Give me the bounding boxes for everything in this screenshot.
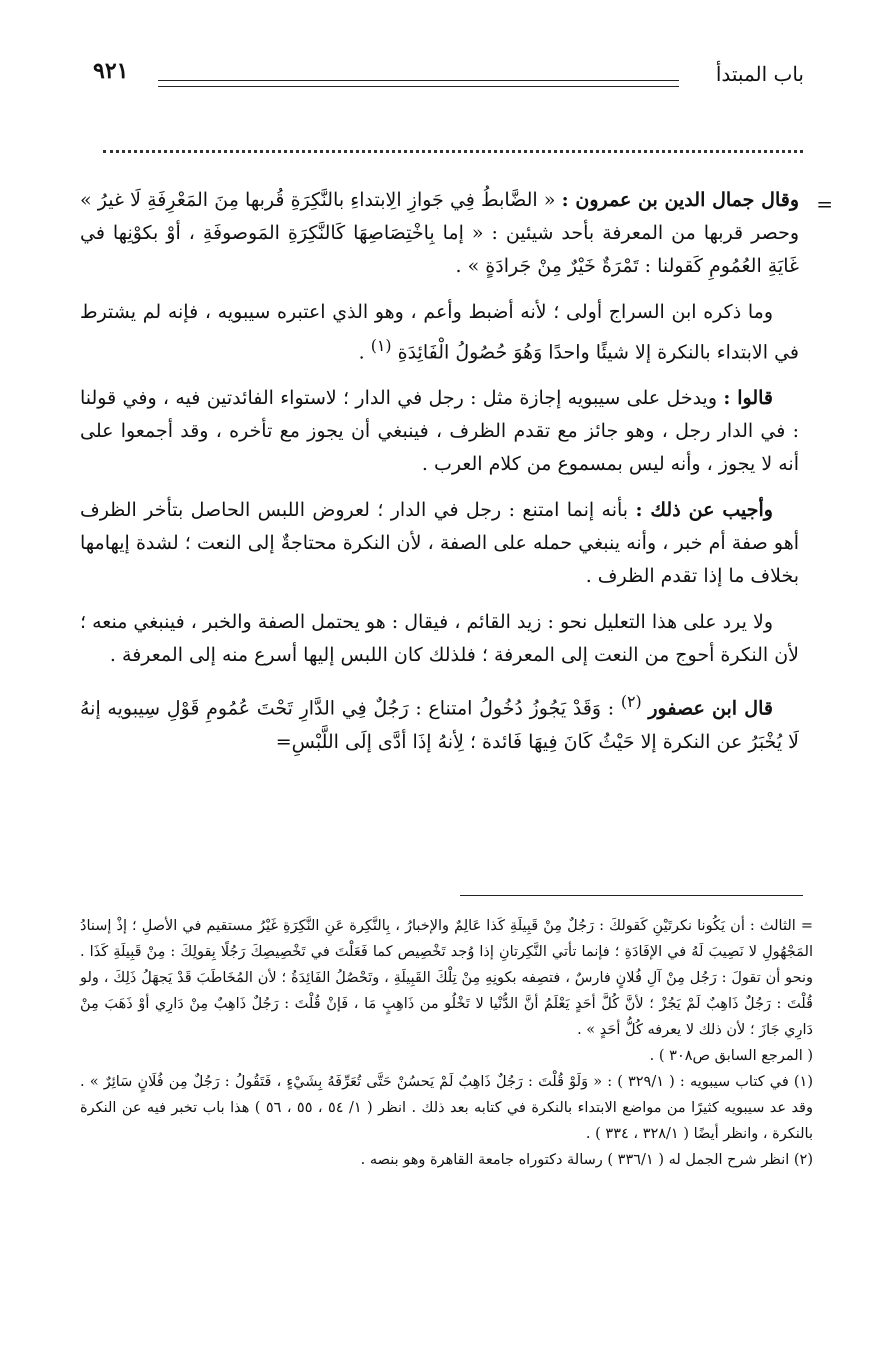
footnote-reference: ( المرجع السابق ص٣٠٨ ) . [649,1048,813,1064]
paragraph-1 [80,184,799,283]
paragraph-3-lead: قالوا : [723,387,774,410]
footnote-continuation: = الثالث : أن يَكُونا نكرتَيْنِ كَقولكَ : رَجُلٌ مِنْ قَبِيلَةِ كَذا عَالِمٌ والإخبارُ ، بِالنَّكِرة عَنِ النَّكِرَةِ غَيْرُ مستقيم في الأصلِ ؛ إذْ إسنادُ المَجْهُولِ لا نَصِيبَ لَهُ في الإفَادَةِ ؛ فإنما تأتي النَّكِرتانِ إذا وُجد تَخْصِيص كما فَعَلْتَ في تَخْصِيصِكَ رَجُلًا بِقولِكَ : مِنْ قَبِيلَةِ كَذَا . ونحو أن تقولَ : رَجُل مِنْ آلِ فُلانٍ فارسٌ ، فتصِفه بكونِهِ مِنْ تِلْكَ القَبِيلَةِ ، وتَحْصُلُ الفَائِدَةُ ؛ لأن المُخَاطَبَ قَدْ يَجهَلُ ذَلِكَ ، ولو قُلْتَ : رَجُلٌ ذَاهِبٌ لَمْ يَجُزْ ؛ لأنَّ كُلَّ أحَدٍ يَعْلَمُ أنَّ الدُّنْيا لا تَخْلُو من ذَاهِبٍ مَا ، فَإنْ قُلْتَ : رَجُلٌ ذَاهِبٌ مِنْ دَارِي أوْ ذَهَبَ مِنْ دَارِي جَازَ ؛ لأن ذلك لا يعرفه كُلُّ أحَدٍ » . [80,918,813,1038]
header-rule-thin [158,86,679,87]
paragraph-2-text: وما ذكره ابن السراج أولى ؛ لأنه أضبط وأعم ، وهو الذي اعتبره سيبويه ، فإنه لم يشترط في الابتداء بالنكرة إلا شيئًا واحدًا وَهُوَ حُصُولُ الْفَائِدَةِ [80,301,799,364]
footnote-separator [460,895,803,896]
paragraph-4 [80,494,799,593]
running-header-chapter: باب المبتدأ [715,62,804,86]
paragraph-1-lead: وقال جمال الدين بن عمرون : [561,189,799,211]
footnote-ref-1: (١) [370,336,392,355]
paragraph-5 [80,606,799,672]
paragraph-6-continuation: = [275,730,292,753]
dotted-separator [103,150,803,153]
footnotes [80,913,813,1173]
paragraph-2 [80,296,799,369]
footnote-ref-2: (٢) [620,692,642,712]
footnote-1: (١) في كتاب سيبويه : ( ٣٢٩/١ ) : « وَلَوْ قُلْتَ : رَجُلٌ ذَاهِبٌ لَمْ يَحسُنْ حَتَّى تُعَرِّفَهُ بِشَيْءٍ ، فَتَقُولُ : رَجُلٌ مِن فُلَانٍ سَائِرٌ » . وقد عد سيبويه كثيرًا من مواضع الابتداء بالنكرة في كتابه بعد ذلك . انظر ( ١/ ٥٤ ، ٥٥ ، ٥٦ ) هذا باب تخبر فيه عن النكرة بالنكرة ، وانظر أيضًا ( ٣٢٨/١ ، ٣٣٤ ) . [80,1074,814,1142]
paragraph-4-lead: وأجيب عن ذلك : [635,499,773,522]
paragraph-5-text: ولا يرد على هذا التعليل نحو : زيد القائم ، فيقال : هو يحتمل الصفة والخبر ، فينبغي منعه ؛ لأن النكرة أحوج من النعت إلى المعرفة ؛ فلذلك كان اللبس إليها أسرع منه إلى المعرفة . [80,611,799,667]
continuation-mark: = [816,192,833,216]
header-rule [158,80,679,81]
paragraph-3 [80,382,799,481]
main-text [80,184,799,772]
paragraph-6-lead: قال ابن عصفور [648,697,773,720]
paragraph-3-text: ويدخل على سيبويه إجازة مثل : رجل في الدار ؛ لاستواء الفائدتين فيه ، وفي قولنا : في الدار رجل ، وهو جائز مع تقدم الظرف ، فينبغي أن يجوز مع تأخره ، وقد أجمعوا على أنه لا يجوز ، وأنه ليس بمسموع من كلام العرب . [80,387,799,476]
paragraph-2-end: . [358,341,371,364]
paragraph-4-text: بأنه إنما امتنع : رجل في الدار ؛ لعروض اللبس الحاصل بتأخر الظرف أهو صفة أم خبر ، وأنه ينبغي حمله على الصفة ، لأن النكرة محتاجةٌ إلى النعت ؛ لشدة إيهامها بخلاف ما إذا تقدم الظرف . [80,499,799,588]
paragraph-6 [80,685,799,758]
paragraph-6-text: : وَقَدْ يَجُوزُ دُخُولُ امتناع : رَجُلٌ فِي الدَّارِ تَحْتَ عُمُومِ قَوْلِ سِيبويه إنهُ لَا يُخْبَرُ عن النكرة إلا حَيْثُ كَانَ فِيهَا فَائدة ؛ لِأنهُ إذَا أدَّى إلَى اللَّبْسِ [80,697,799,753]
paragraph-1-text: « الضَّابطُ فِي جَوازِ الِابتداءِ بالنَّكِرَةِ قُربها مِنَ المَعْرِفَةِ لَا غيرُ » وحصر قربها من المعرفة بأحد شيئين : « إما بِاخْتِصَاصِهَا كَالنَّكِرَةِ المَوصوفَةِ ، أوْ بكوْنِها في غَايَةِ العُمُومِ كَقولنا : تَمْرَةٌ خَيْرٌ مِنْ جَرادَةٍ » . [80,189,799,277]
page-number: ٩٢١ [93,58,129,84]
footnote-2: (٢) انظر شرح الجمل له ( ٣٣٦/١ ) رسالة دكتوراه جامعة القاهرة وهو بنصه . [360,1152,813,1168]
